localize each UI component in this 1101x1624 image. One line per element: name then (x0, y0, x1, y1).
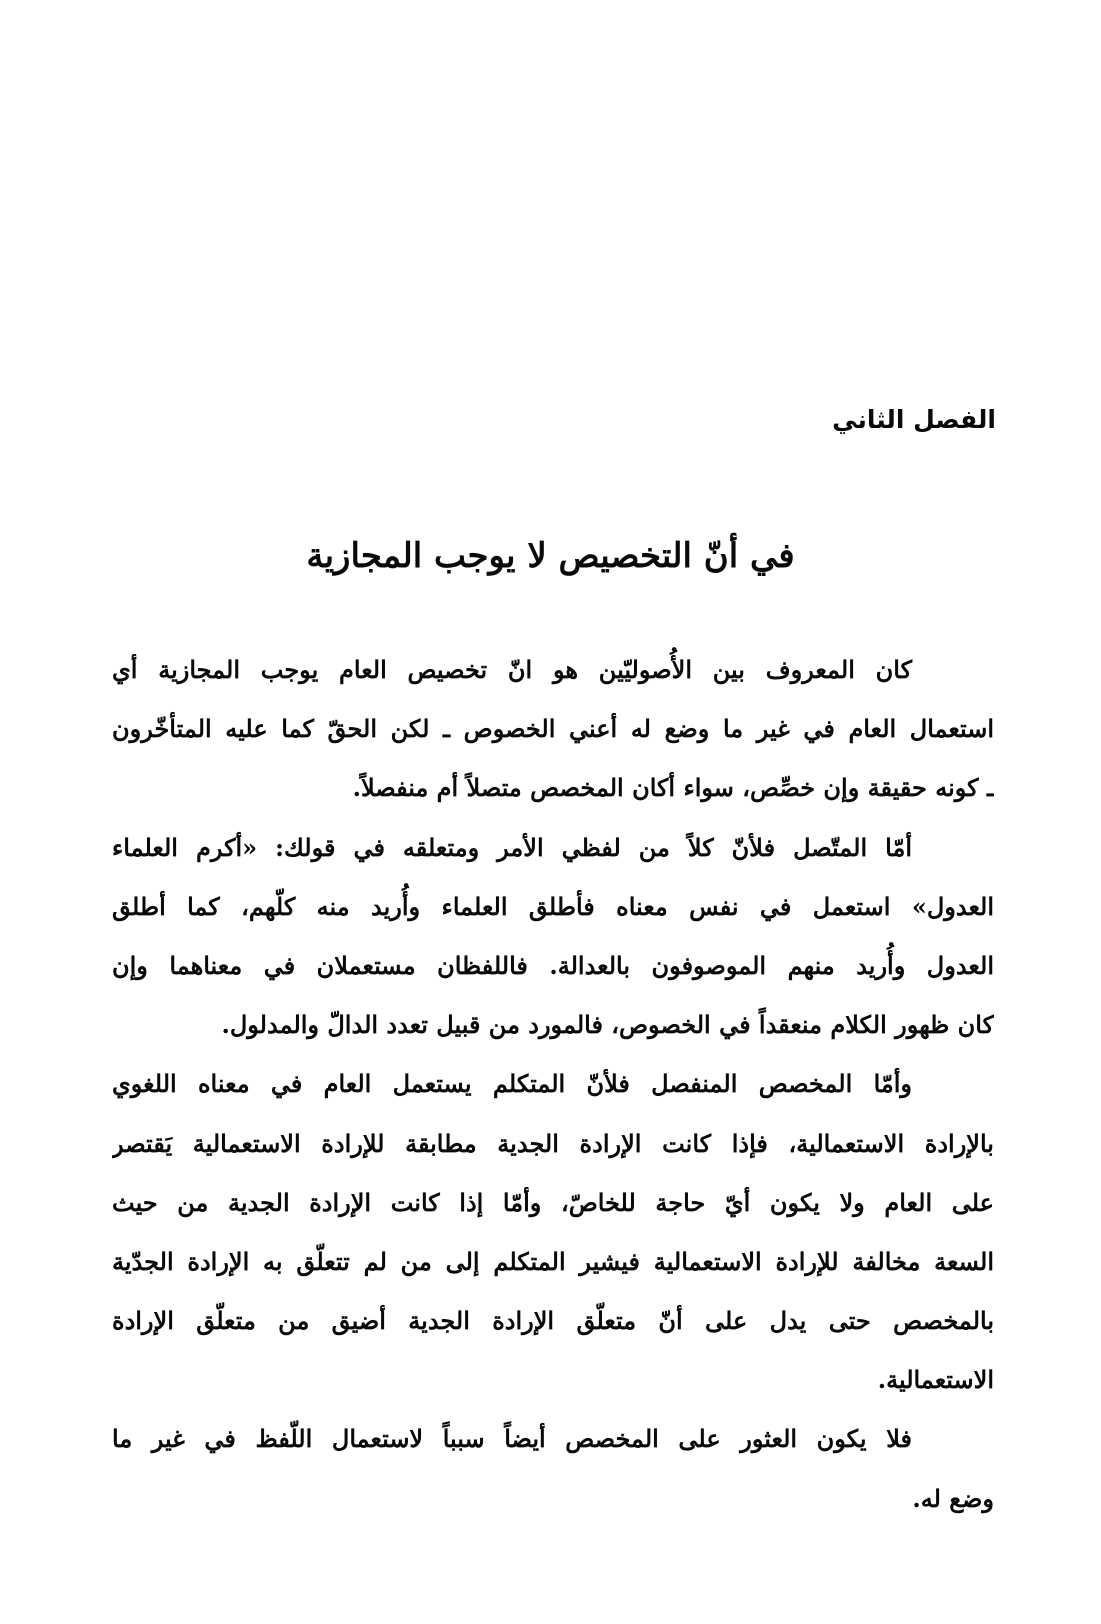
paragraph-1-line-2: استعمال العام في غير ما وضع له أعني الخصوص ـ لكن الحقّ كما عليه المتأخّرون (112, 714, 994, 744)
paragraph-3-line-2: بالإرادة الاستعمالية، فإذا كانت الإرادة الجدية مطابقة للإرادة الاستعمالية يَقتصر (112, 1128, 994, 1158)
paragraph-4-line-1: فلا يكون العثور على المخصص أيضاً سبباً لاستعمال اللّفظ في غير ما (112, 1424, 912, 1454)
paragraph-2-line-2: العدول» استعمل في نفس معناه فأطلق العلماء وأُريد منه كلّهم، كما أطلق (112, 891, 994, 921)
paragraph-3-line-6: الاستعمالية. (877, 1365, 994, 1395)
paragraph-3-line-4: السعة مخالفة للإرادة الاستعمالية فيشير المتكلم إلى من لم تتعلّق به الإرادة الجدّية (112, 1246, 994, 1276)
paragraph-4-line-2: وضع له. (912, 1483, 994, 1513)
paragraph-1-line-1: كان المعروف بين الأُصوليّين هو انّ تخصيص العام يوجب المجازية أي (112, 655, 913, 684)
paragraph-3-line-3: على العام ولا يكون أيّ حاجة للخاصّ، وأمّا إذا كانت الإرادة الجدية من حيث (112, 1187, 994, 1217)
body-text (112, 640, 994, 1528)
paragraph-2-line-1: أمّا المتّصل فلأنّ كلاً من لفظي الأمر ومتعلقه في قولك: «أكرم العلماء (112, 832, 912, 862)
paragraph-3-line-5: بالمخصص حتى يدل على أنّ متعلّق الإرادة الجدية أضيق من متعلّق الإرادة (112, 1306, 994, 1336)
paragraph-3-line-1: وأمّا المخصص المنفصل فلأنّ المتكلم يستعمل العام في معناه اللغوي (112, 1069, 912, 1099)
paragraph-1-line-3: ـ كونه حقيقة وإن خصِّص، سواء أكان المخصص متصلاً أم منفصلاً. (352, 773, 994, 803)
paragraph-2-line-3: العدول وأُريد منهم الموصوفون بالعدالة. فاللفظان مستعملان في معناهما وإن (112, 950, 994, 980)
chapter-label: الفصل الثاني (832, 405, 996, 434)
chapter-title: في أنّ التخصيص لا يوجب المجازية (306, 536, 795, 576)
paragraph-2-line-4: كان ظهور الكلام منعقداً في الخصوص، فالمورد من قبيل تعدد الدالّ والمدلول. (221, 1010, 994, 1040)
